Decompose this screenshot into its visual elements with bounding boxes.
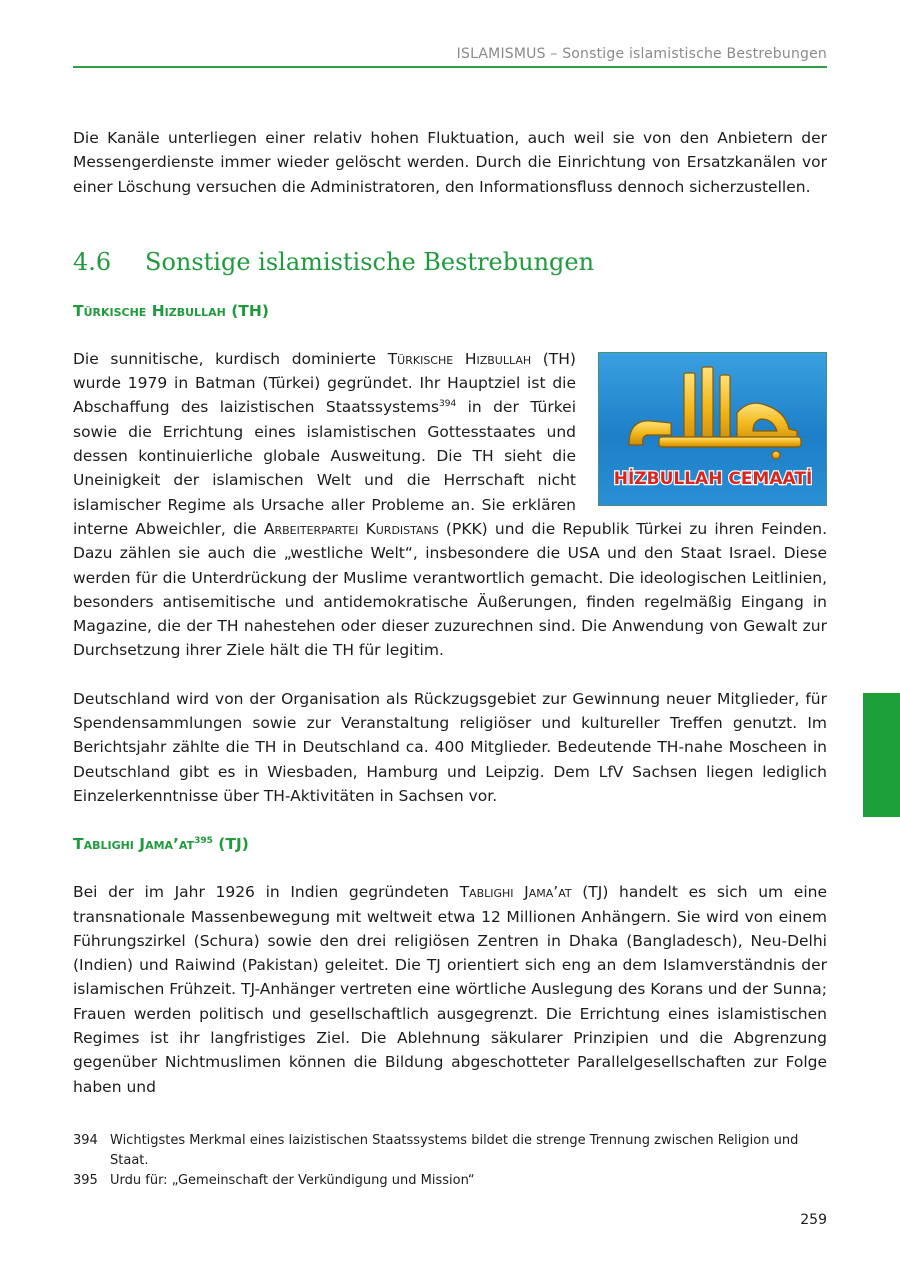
footnote-number: 395: [73, 1173, 98, 1188]
page-number: 259: [800, 1212, 827, 1228]
tj-p1-org-name: Tablighi Jama’at: [459, 883, 572, 902]
hizbullah-logo-graphic: [599, 353, 827, 506]
section-heading: [73, 247, 827, 277]
intro-paragraph: Die Kanäle unterliegen einer relativ hohen Fluktuation, auch weil sie von den Anbietern der Messengerdienste immer wieder gelöscht werden. Durch die Einrichtung von Ersatzkanälen vor einer Löschung versuchen die Administratoren, den Informationsfluss dennoch sicherzustellen.: [73, 129, 827, 196]
th-heading: Türkische Hizbullah (TH): [73, 301, 269, 320]
th-p1-pkk-name: Arbeiterpartei Kurdistans: [263, 519, 439, 538]
footnotes: [73, 1131, 833, 1191]
footnote-number: 394: [73, 1133, 98, 1148]
hizbullah-logo-image: [598, 352, 827, 506]
th-paragraph-2: Deutschland wird von der Organisation als Rückzugsgebiet zur Gewinnung neuer Mitglieder, für Spendensammlungen sowie zur Veranstaltung religiöser und kultureller Treffen genutzt. Im Berichtsjahr zählte die TH in Deutschland ca. 400 Mitglieder. Bedeutende TH-nahe Moscheen in Deutschland gibt es in Wiesbaden, Hamburg und Leipzig. Dem LfV Sachsen liegen lediglich Einzelerkenntnisse über TH-Aktivitäten in Sachsen vor.: [73, 689, 827, 805]
tj-paragraph-1: [73, 880, 827, 1099]
logo-caption: HİZBULLAH CEMAATİ: [613, 468, 813, 489]
footnote-text: Urdu für: „Gemeinschaft der Verkündigung und Mission“: [110, 1173, 475, 1188]
footnote: [73, 1171, 833, 1191]
footnote-ref-394: 394: [439, 399, 457, 410]
tj-p1-text-a: Bei der im Jahr 1926 in Indien gegründeten: [73, 883, 460, 902]
header-rule: [73, 66, 827, 68]
th-p1-text-b: (TH) wurde 1979 in Batman (Türkei) gegründet. Ihr Hauptziel ist die Abschaffung des laizistischen Staatssystems: [73, 349, 576, 417]
th-p1-text-a: Die sunnitische, kurdisch dominierte: [73, 349, 388, 368]
th-p1-text-c: in der Türkei sowie die Errichtung eines islamistischen Gottesstaates und dessen kontinuierliche globale Ausweitung. Die TH sieht die Uneinigkeit der islamischen Welt und die Herrschaft nicht islamischer Regime als Ursache aller Probleme an. Sie erklären interne Abweichler, die: [73, 398, 577, 538]
footnote: [73, 1131, 833, 1171]
tj-p1-text-b: (TJ) handelt es sich um eine transnationale Massenbewegung mit weltweit etwa 12 Millionen Anhängern. Sie wird von einem Führungszirkel (Schura) sowie den drei religiösen Zentren in Dhaka (Bangladesch), Neu-Delhi (Indien) und Raiwind (Pakistan) geleitet. Die TJ orientiert sich eng an dem Islamverständnis der islamischen Frühzeit. TJ-Anhänger vertreten eine wörtliche Auslegung des Korans und der Sunna; Frauen werden politisch und gesellschaftlich ausgegrenzt. Die Errichtung eines islamistischen Regimes ist ihr langfristiges Ziel. Die Ablehnung säkularer Prinzipien und die Abgrenzung gegenüber Nichtmuslimen können die Bildung abgeschotteter Parallelgesellschaften zur Folge haben und: [73, 883, 827, 1096]
running-header: ISLAMISMUS – Sonstige islamistische Bestrebungen: [456, 46, 827, 62]
page-body: [73, 126, 827, 1099]
section-title: Sonstige islamistische Bestrebungen: [145, 247, 595, 276]
chapter-side-tab: [863, 693, 900, 817]
section-number: 4.6: [73, 247, 112, 276]
footnote-text: Wichtigstes Merkmal eines laizistischen Staatssystems bildet die strenge Trennung zwischen Religion und Staat.: [110, 1133, 799, 1168]
tj-heading-abbr: (TJ): [212, 835, 249, 854]
th-p1-org-name: Türkische Hizbullah: [387, 349, 532, 368]
tj-heading-name: Tablighi Jama’at: [73, 835, 195, 854]
footnote-ref-395: 395: [194, 836, 213, 847]
tj-heading: [73, 832, 827, 856]
th-p1-text-d: (PKK) und die Republik Türkei zu ihren Feinden. Dazu zählen sie auch die „westliche Welt“, insbesondere die USA und den Staat Israel. Diese werden für die Unterdrückung der Muslime verantwortlich gemacht. Die ideologischen Leitlinien, besonders antisemitische und antidemokratische Äußerungen, finden regelmäßig Eingang in Magazine, die der TH nahestehen oder dieser zuzurechnen sind. Die Anwendung von Gewalt zur Durchsetzung ihrer Ziele hält die TH für legitim.: [73, 519, 827, 660]
